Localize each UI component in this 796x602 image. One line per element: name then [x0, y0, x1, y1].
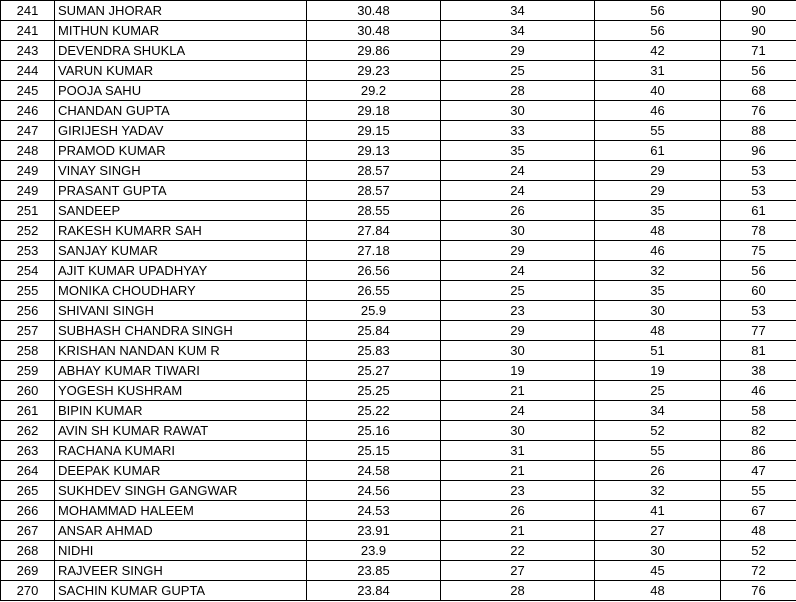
- value-2-cell: 19: [595, 361, 721, 381]
- score-cell: 27.84: [307, 221, 441, 241]
- value-1-cell: 23: [441, 301, 595, 321]
- score-cell: 30.48: [307, 21, 441, 41]
- rank-cell: 270: [1, 581, 55, 601]
- value-1-cell: 35: [441, 141, 595, 161]
- value-1-cell: 34: [441, 1, 595, 21]
- value-1-cell: 27: [441, 561, 595, 581]
- rank-cell: 247: [1, 121, 55, 141]
- total-cell: 76: [721, 101, 796, 121]
- value-2-cell: 29: [595, 181, 721, 201]
- total-cell: 48: [721, 521, 796, 541]
- score-cell: 26.56: [307, 261, 441, 281]
- total-cell: 96: [721, 141, 796, 161]
- total-cell: 90: [721, 1, 796, 21]
- value-1-cell: 28: [441, 581, 595, 601]
- total-cell: 90: [721, 21, 796, 41]
- score-cell: 25.83: [307, 341, 441, 361]
- value-1-cell: 29: [441, 241, 595, 261]
- rank-cell: 264: [1, 461, 55, 481]
- rank-cell: 254: [1, 261, 55, 281]
- value-1-cell: 30: [441, 221, 595, 241]
- value-2-cell: 25: [595, 381, 721, 401]
- value-2-cell: 45: [595, 561, 721, 581]
- total-cell: 46: [721, 381, 796, 401]
- name-cell: KRISHAN NANDAN KUM R: [55, 341, 307, 361]
- score-cell: 25.16: [307, 421, 441, 441]
- value-1-cell: 31: [441, 441, 595, 461]
- name-cell: SUKHDEV SINGH GANGWAR: [55, 481, 307, 501]
- table-row: [1, 481, 796, 501]
- value-1-cell: 28: [441, 81, 595, 101]
- table-row: [1, 221, 796, 241]
- value-2-cell: 46: [595, 241, 721, 261]
- rank-cell: 266: [1, 501, 55, 521]
- name-cell: PRASANT GUPTA: [55, 181, 307, 201]
- name-cell: DEEPAK KUMAR: [55, 461, 307, 481]
- name-cell: SANDEEP: [55, 201, 307, 221]
- table-row: [1, 281, 796, 301]
- value-1-cell: 30: [441, 101, 595, 121]
- value-2-cell: 30: [595, 541, 721, 561]
- value-2-cell: 32: [595, 481, 721, 501]
- total-cell: 81: [721, 341, 796, 361]
- table-row: [1, 81, 796, 101]
- value-1-cell: 19: [441, 361, 595, 381]
- table-row: [1, 381, 796, 401]
- value-1-cell: 21: [441, 381, 595, 401]
- value-2-cell: 46: [595, 101, 721, 121]
- table-row: [1, 361, 796, 381]
- table-row: [1, 141, 796, 161]
- value-2-cell: 48: [595, 321, 721, 341]
- name-cell: RAKESH KUMARR SAH: [55, 221, 307, 241]
- value-2-cell: 42: [595, 41, 721, 61]
- total-cell: 75: [721, 241, 796, 261]
- score-cell: 27.18: [307, 241, 441, 261]
- name-cell: AVIN SH KUMAR RAWAT: [55, 421, 307, 441]
- name-cell: DEVENDRA SHUKLA: [55, 41, 307, 61]
- total-cell: 38: [721, 361, 796, 381]
- table-row: [1, 401, 796, 421]
- score-cell: 24.58: [307, 461, 441, 481]
- value-2-cell: 32: [595, 261, 721, 281]
- total-cell: 53: [721, 301, 796, 321]
- name-cell: SANJAY KUMAR: [55, 241, 307, 261]
- value-1-cell: 29: [441, 41, 595, 61]
- total-cell: 72: [721, 561, 796, 581]
- value-2-cell: 26: [595, 461, 721, 481]
- rank-cell: 260: [1, 381, 55, 401]
- score-cell: 23.85: [307, 561, 441, 581]
- score-cell: 26.55: [307, 281, 441, 301]
- table-row: [1, 321, 796, 341]
- name-cell: VARUN KUMAR: [55, 61, 307, 81]
- value-1-cell: 24: [441, 181, 595, 201]
- rank-cell: 257: [1, 321, 55, 341]
- table-row: [1, 101, 796, 121]
- name-cell: SACHIN KUMAR GUPTA: [55, 581, 307, 601]
- name-cell: AJIT KUMAR UPADHYAY: [55, 261, 307, 281]
- score-cell: 24.56: [307, 481, 441, 501]
- value-1-cell: 29: [441, 321, 595, 341]
- score-cell: 29.18: [307, 101, 441, 121]
- value-2-cell: 55: [595, 441, 721, 461]
- value-2-cell: 48: [595, 221, 721, 241]
- total-cell: 56: [721, 261, 796, 281]
- total-cell: 77: [721, 321, 796, 341]
- value-2-cell: 61: [595, 141, 721, 161]
- score-cell: 28.57: [307, 181, 441, 201]
- rank-cell: 246: [1, 101, 55, 121]
- value-2-cell: 29: [595, 161, 721, 181]
- value-1-cell: 23: [441, 481, 595, 501]
- table-row: [1, 161, 796, 181]
- total-cell: 55: [721, 481, 796, 501]
- total-cell: 71: [721, 41, 796, 61]
- value-2-cell: 48: [595, 581, 721, 601]
- value-2-cell: 30: [595, 301, 721, 321]
- rank-cell: 258: [1, 341, 55, 361]
- rank-cell: 262: [1, 421, 55, 441]
- value-1-cell: 25: [441, 61, 595, 81]
- total-cell: 88: [721, 121, 796, 141]
- rank-cell: 243: [1, 41, 55, 61]
- table-row: [1, 301, 796, 321]
- total-cell: 58: [721, 401, 796, 421]
- rank-cell: 249: [1, 161, 55, 181]
- table-row: [1, 461, 796, 481]
- value-1-cell: 24: [441, 401, 595, 421]
- score-cell: 29.2: [307, 81, 441, 101]
- score-cell: 25.9: [307, 301, 441, 321]
- total-cell: 78: [721, 221, 796, 241]
- score-cell: 24.53: [307, 501, 441, 521]
- value-2-cell: 55: [595, 121, 721, 141]
- value-1-cell: 30: [441, 341, 595, 361]
- table-row: [1, 1, 796, 21]
- total-cell: 52: [721, 541, 796, 561]
- name-cell: ANSAR AHMAD: [55, 521, 307, 541]
- rank-cell: 259: [1, 361, 55, 381]
- table-row: [1, 561, 796, 581]
- table-row: [1, 521, 796, 541]
- table-row: [1, 541, 796, 561]
- score-cell: 29.86: [307, 41, 441, 61]
- name-cell: ABHAY KUMAR TIWARI: [55, 361, 307, 381]
- total-cell: 76: [721, 581, 796, 601]
- value-2-cell: 56: [595, 21, 721, 41]
- value-1-cell: 22: [441, 541, 595, 561]
- table-row: [1, 21, 796, 41]
- rank-cell: 267: [1, 521, 55, 541]
- score-cell: 25.27: [307, 361, 441, 381]
- score-cell: 25.15: [307, 441, 441, 461]
- name-cell: MOHAMMAD HALEEM: [55, 501, 307, 521]
- name-cell: VINAY SINGH: [55, 161, 307, 181]
- score-cell: 29.15: [307, 121, 441, 141]
- name-cell: SUBHASH CHANDRA SINGH: [55, 321, 307, 341]
- table-row: [1, 201, 796, 221]
- table-row: [1, 241, 796, 261]
- total-cell: 68: [721, 81, 796, 101]
- total-cell: 53: [721, 161, 796, 181]
- rank-cell: 263: [1, 441, 55, 461]
- value-1-cell: 26: [441, 201, 595, 221]
- value-2-cell: 51: [595, 341, 721, 361]
- name-cell: YOGESH KUSHRAM: [55, 381, 307, 401]
- value-1-cell: 30: [441, 421, 595, 441]
- name-cell: CHANDAN GUPTA: [55, 101, 307, 121]
- total-cell: 60: [721, 281, 796, 301]
- rank-cell: 241: [1, 1, 55, 21]
- total-cell: 56: [721, 61, 796, 81]
- score-cell: 23.84: [307, 581, 441, 601]
- value-2-cell: 35: [595, 281, 721, 301]
- name-cell: POOJA SAHU: [55, 81, 307, 101]
- table-row: [1, 41, 796, 61]
- value-1-cell: 33: [441, 121, 595, 141]
- rank-cell: 245: [1, 81, 55, 101]
- value-1-cell: 26: [441, 501, 595, 521]
- table-row: [1, 341, 796, 361]
- value-1-cell: 25: [441, 281, 595, 301]
- value-2-cell: 34: [595, 401, 721, 421]
- rank-cell: 261: [1, 401, 55, 421]
- name-cell: MONIKA CHOUDHARY: [55, 281, 307, 301]
- value-2-cell: 27: [595, 521, 721, 541]
- score-cell: 28.57: [307, 161, 441, 181]
- value-1-cell: 21: [441, 461, 595, 481]
- total-cell: 86: [721, 441, 796, 461]
- table-row: [1, 61, 796, 81]
- name-cell: MITHUN KUMAR: [55, 21, 307, 41]
- name-cell: SHIVANI SINGH: [55, 301, 307, 321]
- score-cell: 25.22: [307, 401, 441, 421]
- value-2-cell: 31: [595, 61, 721, 81]
- name-cell: PRAMOD KUMAR: [55, 141, 307, 161]
- name-cell: RAJVEER SINGH: [55, 561, 307, 581]
- value-2-cell: 40: [595, 81, 721, 101]
- value-2-cell: 41: [595, 501, 721, 521]
- rank-cell: 249: [1, 181, 55, 201]
- value-1-cell: 24: [441, 261, 595, 281]
- table-row: [1, 421, 796, 441]
- score-cell: 23.91: [307, 521, 441, 541]
- name-cell: GIRIJESH YADAV: [55, 121, 307, 141]
- table-row: [1, 441, 796, 461]
- score-cell: 29.23: [307, 61, 441, 81]
- table-row: [1, 261, 796, 281]
- value-2-cell: 52: [595, 421, 721, 441]
- rank-cell: 253: [1, 241, 55, 261]
- rank-cell: 265: [1, 481, 55, 501]
- rank-cell: 252: [1, 221, 55, 241]
- score-cell: 25.84: [307, 321, 441, 341]
- total-cell: 53: [721, 181, 796, 201]
- total-cell: 82: [721, 421, 796, 441]
- table-row: [1, 121, 796, 141]
- rank-cell: 244: [1, 61, 55, 81]
- rank-cell: 248: [1, 141, 55, 161]
- name-cell: BIPIN KUMAR: [55, 401, 307, 421]
- name-cell: NIDHI: [55, 541, 307, 561]
- table-row: [1, 501, 796, 521]
- name-cell: SUMAN JHORAR: [55, 1, 307, 21]
- total-cell: 61: [721, 201, 796, 221]
- value-1-cell: 34: [441, 21, 595, 41]
- table-row: [1, 181, 796, 201]
- score-cell: 30.48: [307, 1, 441, 21]
- rank-cell: 251: [1, 201, 55, 221]
- rank-cell: 255: [1, 281, 55, 301]
- name-cell: RACHANA KUMARI: [55, 441, 307, 461]
- value-2-cell: 35: [595, 201, 721, 221]
- score-cell: 25.25: [307, 381, 441, 401]
- results-table-body: [1, 1, 796, 601]
- total-cell: 47: [721, 461, 796, 481]
- total-cell: 67: [721, 501, 796, 521]
- rank-cell: 268: [1, 541, 55, 561]
- score-cell: 29.13: [307, 141, 441, 161]
- score-cell: 23.9: [307, 541, 441, 561]
- table-row: [1, 581, 796, 601]
- value-2-cell: 56: [595, 1, 721, 21]
- rank-cell: 269: [1, 561, 55, 581]
- value-1-cell: 21: [441, 521, 595, 541]
- rank-cell: 256: [1, 301, 55, 321]
- score-cell: 28.55: [307, 201, 441, 221]
- rank-cell: 241: [1, 21, 55, 41]
- value-1-cell: 24: [441, 161, 595, 181]
